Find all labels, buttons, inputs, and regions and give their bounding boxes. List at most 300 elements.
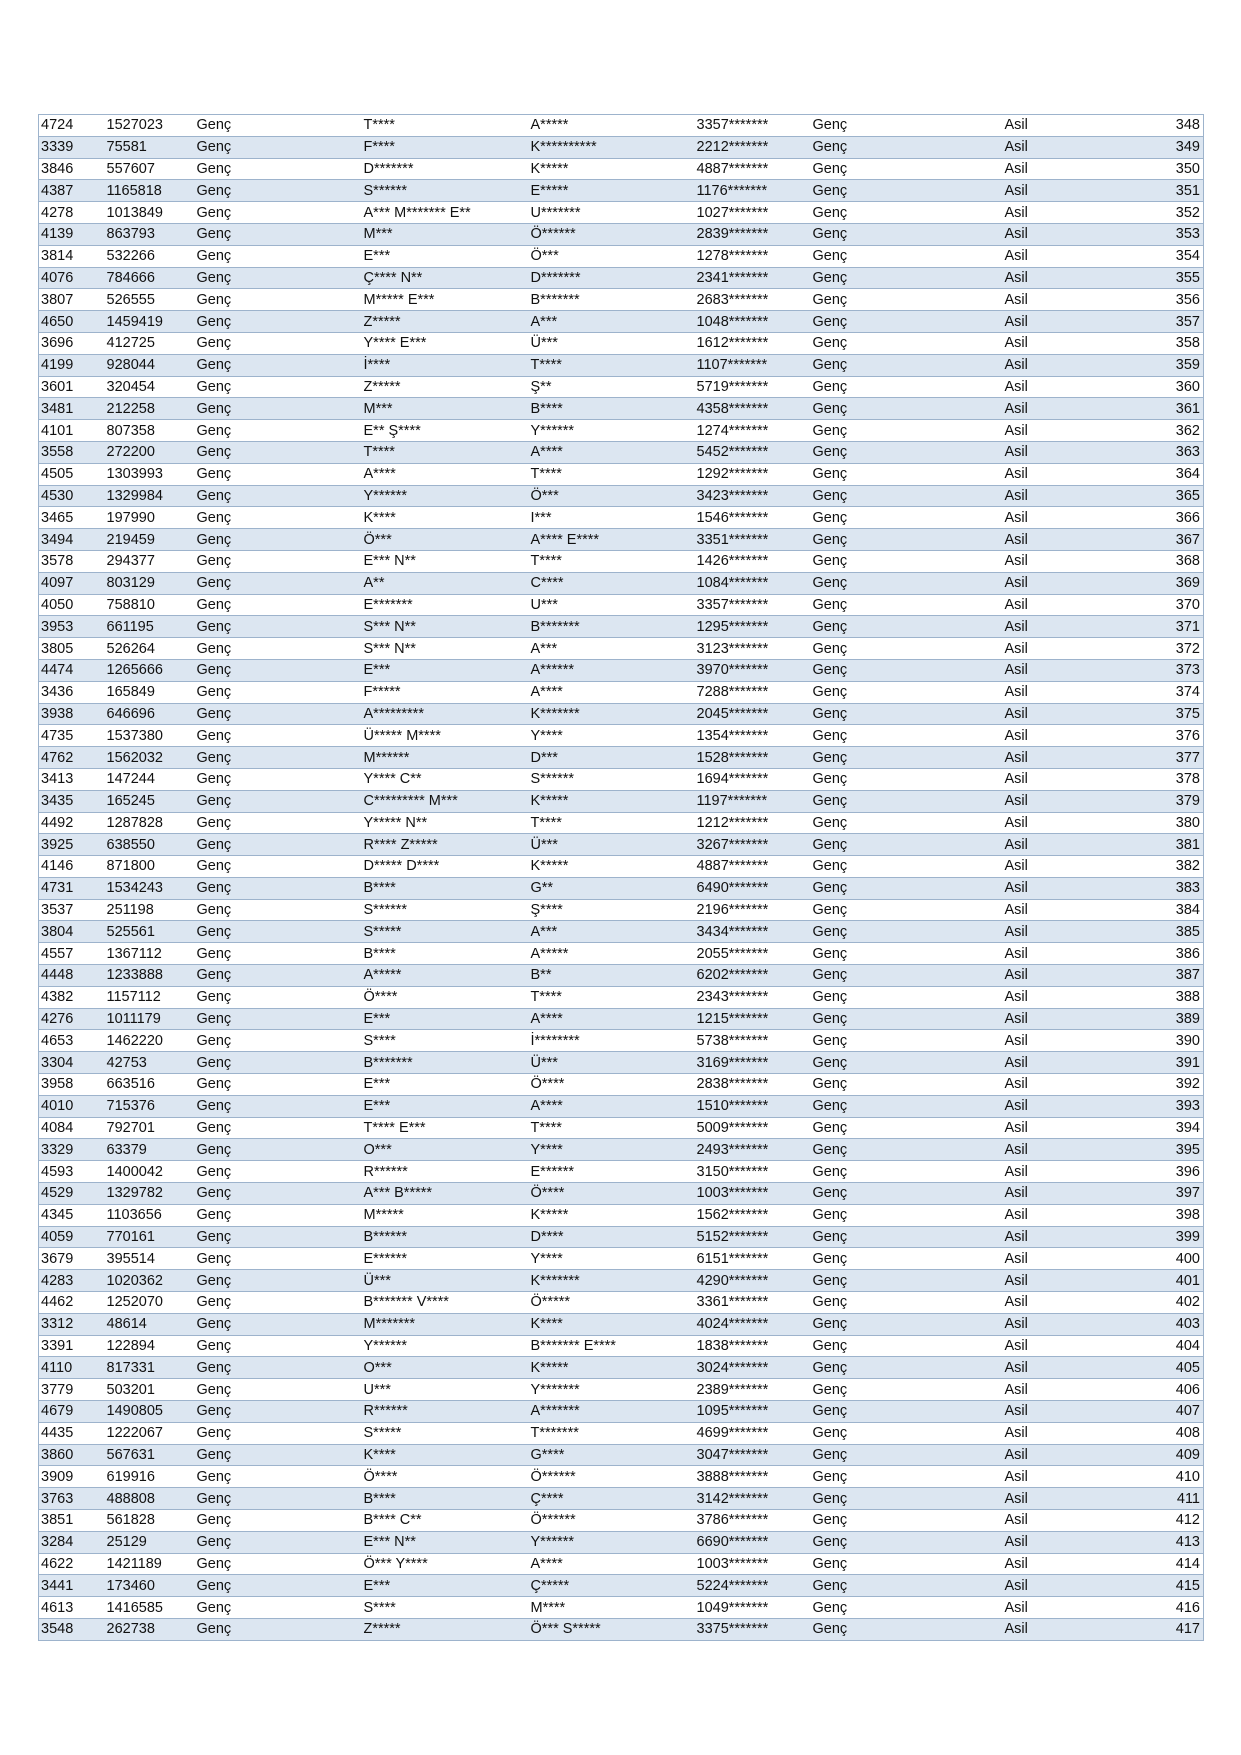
cell-kategori: Genç — [195, 572, 362, 594]
cell-durum: Asil — [1003, 790, 1159, 812]
cell-kategori: Genç — [195, 202, 362, 224]
cell-kimlik-no: 503201 — [105, 1379, 195, 1401]
cell-tc-no: 1278******* — [695, 245, 811, 267]
cell-ad: R****** — [362, 1161, 529, 1183]
cell-kimlik-no: 1400042 — [105, 1161, 195, 1183]
table-row — [39, 267, 1204, 289]
cell-grup: Genç — [811, 180, 1003, 202]
cell-sira-no: 391 — [1159, 1052, 1204, 1074]
cell-tc-no: 1095******* — [695, 1401, 811, 1423]
cell-kategori: Genç — [195, 529, 362, 551]
table-row — [39, 158, 1204, 180]
cell-kategori: Genç — [195, 899, 362, 921]
cell-durum: Asil — [1003, 529, 1159, 551]
cell-sira-no: 378 — [1159, 768, 1204, 790]
cell-ad: O*** — [362, 1357, 529, 1379]
cell-tc-no: 3024******* — [695, 1357, 811, 1379]
cell-durum: Asil — [1003, 1270, 1159, 1292]
cell-basvuru-no: 3846 — [39, 158, 105, 180]
cell-sira-no: 389 — [1159, 1008, 1204, 1030]
cell-soyad: Ö**** — [529, 1183, 695, 1205]
cell-sira-no: 379 — [1159, 790, 1204, 812]
cell-kategori: Genç — [195, 289, 362, 311]
cell-tc-no: 2045******* — [695, 703, 811, 725]
table-row — [39, 747, 1204, 769]
table-row — [39, 986, 1204, 1008]
cell-kategori: Genç — [195, 1466, 362, 1488]
cell-kategori: Genç — [195, 1248, 362, 1270]
cell-soyad: Y**** — [529, 1139, 695, 1161]
cell-soyad: Y**** — [529, 725, 695, 747]
cell-basvuru-no: 3763 — [39, 1488, 105, 1510]
cell-ad: E*** — [362, 1095, 529, 1117]
cell-sira-no: 366 — [1159, 507, 1204, 529]
cell-durum: Asil — [1003, 1248, 1159, 1270]
cell-kategori: Genç — [195, 1270, 362, 1292]
cell-kimlik-no: 1534243 — [105, 877, 195, 899]
cell-kategori: Genç — [195, 245, 362, 267]
cell-basvuru-no: 4735 — [39, 725, 105, 747]
cell-grup: Genç — [811, 1095, 1003, 1117]
cell-basvuru-no: 4084 — [39, 1117, 105, 1139]
cell-tc-no: 1003******* — [695, 1183, 811, 1205]
cell-tc-no: 6490******* — [695, 877, 811, 899]
cell-soyad: A**** — [529, 1553, 695, 1575]
cell-durum: Asil — [1003, 245, 1159, 267]
cell-kategori: Genç — [195, 332, 362, 354]
table-row — [39, 1139, 1204, 1161]
cell-kimlik-no: 42753 — [105, 1052, 195, 1074]
table-row — [39, 965, 1204, 987]
table-row — [39, 463, 1204, 485]
table-row — [39, 529, 1204, 551]
cell-basvuru-no: 4653 — [39, 1030, 105, 1052]
cell-kategori: Genç — [195, 1357, 362, 1379]
cell-tc-no: 1084******* — [695, 572, 811, 594]
cell-durum: Asil — [1003, 332, 1159, 354]
cell-soyad: K***** — [529, 790, 695, 812]
table-row — [39, 1313, 1204, 1335]
cell-soyad: T**** — [529, 1117, 695, 1139]
table-row — [39, 572, 1204, 594]
cell-durum: Asil — [1003, 681, 1159, 703]
table-row — [39, 1379, 1204, 1401]
cell-sira-no: 368 — [1159, 550, 1204, 572]
cell-durum: Asil — [1003, 1095, 1159, 1117]
cell-grup: Genç — [811, 986, 1003, 1008]
cell-durum: Asil — [1003, 1161, 1159, 1183]
cell-ad: U*** — [362, 1379, 529, 1401]
cell-kimlik-no: 770161 — [105, 1226, 195, 1248]
cell-durum: Asil — [1003, 136, 1159, 158]
cell-tc-no: 2493******* — [695, 1139, 811, 1161]
cell-grup: Genç — [811, 965, 1003, 987]
cell-sira-no: 385 — [1159, 921, 1204, 943]
cell-basvuru-no: 4097 — [39, 572, 105, 594]
cell-durum: Asil — [1003, 115, 1159, 137]
cell-basvuru-no: 4492 — [39, 812, 105, 834]
table-row — [39, 899, 1204, 921]
cell-soyad: T**** — [529, 550, 695, 572]
cell-kategori: Genç — [195, 1139, 362, 1161]
cell-sira-no: 403 — [1159, 1313, 1204, 1335]
table-row — [39, 1335, 1204, 1357]
cell-durum: Asil — [1003, 1510, 1159, 1532]
cell-basvuru-no: 3312 — [39, 1313, 105, 1335]
cell-ad: S*** N** — [362, 638, 529, 660]
table-row — [39, 1248, 1204, 1270]
cell-durum: Asil — [1003, 572, 1159, 594]
cell-sira-no: 361 — [1159, 398, 1204, 420]
cell-durum: Asil — [1003, 877, 1159, 899]
cell-kimlik-no: 1459419 — [105, 311, 195, 333]
cell-basvuru-no: 4679 — [39, 1401, 105, 1423]
cell-grup: Genç — [811, 1553, 1003, 1575]
cell-tc-no: 1292******* — [695, 463, 811, 485]
cell-sira-no: 399 — [1159, 1226, 1204, 1248]
cell-grup: Genç — [811, 1444, 1003, 1466]
cell-basvuru-no: 3909 — [39, 1466, 105, 1488]
cell-soyad: A*** — [529, 638, 695, 660]
cell-sira-no: 365 — [1159, 485, 1204, 507]
table-row — [39, 812, 1204, 834]
cell-basvuru-no: 3851 — [39, 1510, 105, 1532]
cell-kategori: Genç — [195, 1618, 362, 1640]
cell-ad: Y****** — [362, 485, 529, 507]
cell-grup: Genç — [811, 594, 1003, 616]
cell-grup: Genç — [811, 485, 1003, 507]
cell-soyad: Ö****** — [529, 223, 695, 245]
cell-ad: Ü***** M**** — [362, 725, 529, 747]
cell-sira-no: 381 — [1159, 834, 1204, 856]
cell-sira-no: 409 — [1159, 1444, 1204, 1466]
cell-soyad: K******* — [529, 1270, 695, 1292]
cell-kategori: Genç — [195, 790, 362, 812]
cell-tc-no: 1027******* — [695, 202, 811, 224]
cell-ad: S****** — [362, 180, 529, 202]
cell-sira-no: 357 — [1159, 311, 1204, 333]
cell-kategori: Genç — [195, 921, 362, 943]
cell-basvuru-no: 4059 — [39, 1226, 105, 1248]
cell-durum: Asil — [1003, 594, 1159, 616]
cell-grup: Genç — [811, 289, 1003, 311]
cell-tc-no: 3361******* — [695, 1292, 811, 1314]
cell-sira-no: 395 — [1159, 1139, 1204, 1161]
cell-durum: Asil — [1003, 834, 1159, 856]
results-table — [38, 114, 1204, 1641]
cell-basvuru-no: 3465 — [39, 507, 105, 529]
cell-basvuru-no: 4139 — [39, 223, 105, 245]
table-row — [39, 245, 1204, 267]
cell-kimlik-no: 803129 — [105, 572, 195, 594]
cell-kimlik-no: 784666 — [105, 267, 195, 289]
cell-tc-no: 1562******* — [695, 1204, 811, 1226]
cell-soyad: C**** — [529, 572, 695, 594]
cell-kategori: Genç — [195, 1401, 362, 1423]
cell-kategori: Genç — [195, 638, 362, 660]
cell-kimlik-no: 1157112 — [105, 986, 195, 1008]
cell-soyad: A**** — [529, 681, 695, 703]
cell-grup: Genç — [811, 311, 1003, 333]
cell-basvuru-no: 4199 — [39, 354, 105, 376]
cell-kategori: Genç — [195, 1531, 362, 1553]
cell-tc-no: 4024******* — [695, 1313, 811, 1335]
table-row — [39, 354, 1204, 376]
cell-grup: Genç — [811, 681, 1003, 703]
cell-ad: A*** M******* E** — [362, 202, 529, 224]
cell-basvuru-no: 3436 — [39, 681, 105, 703]
cell-ad: Z***** — [362, 311, 529, 333]
cell-soyad: İ******** — [529, 1030, 695, 1052]
cell-basvuru-no: 4283 — [39, 1270, 105, 1292]
cell-kimlik-no: 663516 — [105, 1074, 195, 1096]
cell-ad: A********* — [362, 703, 529, 725]
cell-tc-no: 1215******* — [695, 1008, 811, 1030]
cell-grup: Genç — [811, 572, 1003, 594]
table-row — [39, 1401, 1204, 1423]
cell-durum: Asil — [1003, 354, 1159, 376]
cell-kategori: Genç — [195, 1379, 362, 1401]
cell-tc-no: 2055******* — [695, 943, 811, 965]
cell-ad: B**** — [362, 1488, 529, 1510]
cell-basvuru-no: 3413 — [39, 768, 105, 790]
cell-durum: Asil — [1003, 768, 1159, 790]
cell-basvuru-no: 3953 — [39, 616, 105, 638]
cell-sira-no: 360 — [1159, 376, 1204, 398]
cell-sira-no: 411 — [1159, 1488, 1204, 1510]
cell-kimlik-no: 1537380 — [105, 725, 195, 747]
cell-kategori: Genç — [195, 1204, 362, 1226]
cell-sira-no: 358 — [1159, 332, 1204, 354]
cell-basvuru-no: 4613 — [39, 1597, 105, 1619]
cell-durum: Asil — [1003, 921, 1159, 943]
cell-soyad: U*** — [529, 594, 695, 616]
cell-basvuru-no: 4076 — [39, 267, 105, 289]
cell-kategori: Genç — [195, 768, 362, 790]
cell-sira-no: 355 — [1159, 267, 1204, 289]
cell-soyad: G** — [529, 877, 695, 899]
cell-sira-no: 370 — [1159, 594, 1204, 616]
cell-basvuru-no: 4146 — [39, 856, 105, 878]
cell-durum: Asil — [1003, 638, 1159, 660]
cell-kimlik-no: 212258 — [105, 398, 195, 420]
cell-ad: E******* — [362, 594, 529, 616]
cell-soyad: Y**** — [529, 1248, 695, 1270]
table-row — [39, 1008, 1204, 1030]
cell-ad: F***** — [362, 681, 529, 703]
cell-durum: Asil — [1003, 398, 1159, 420]
cell-kategori: Genç — [195, 1335, 362, 1357]
table-row — [39, 681, 1204, 703]
cell-kategori: Genç — [195, 115, 362, 137]
cell-kimlik-no: 219459 — [105, 529, 195, 551]
cell-kimlik-no: 1527023 — [105, 115, 195, 137]
cell-kimlik-no: 1165818 — [105, 180, 195, 202]
cell-grup: Genç — [811, 158, 1003, 180]
cell-ad: R****** — [362, 1401, 529, 1423]
cell-kimlik-no: 646696 — [105, 703, 195, 725]
cell-soyad: A*** — [529, 921, 695, 943]
cell-grup: Genç — [811, 1052, 1003, 1074]
cell-ad: A**** — [362, 463, 529, 485]
cell-sira-no: 382 — [1159, 856, 1204, 878]
cell-kimlik-no: 807358 — [105, 420, 195, 442]
cell-durum: Asil — [1003, 420, 1159, 442]
cell-sira-no: 371 — [1159, 616, 1204, 638]
cell-grup: Genç — [811, 223, 1003, 245]
cell-sira-no: 406 — [1159, 1379, 1204, 1401]
cell-sira-no: 414 — [1159, 1553, 1204, 1575]
cell-durum: Asil — [1003, 550, 1159, 572]
cell-ad: Ö**** — [362, 986, 529, 1008]
cell-sira-no: 404 — [1159, 1335, 1204, 1357]
cell-kategori: Genç — [195, 1117, 362, 1139]
cell-soyad: Ş** — [529, 376, 695, 398]
table-row — [39, 943, 1204, 965]
cell-durum: Asil — [1003, 1575, 1159, 1597]
cell-grup: Genç — [811, 463, 1003, 485]
cell-kimlik-no: 294377 — [105, 550, 195, 572]
cell-tc-no: 1197******* — [695, 790, 811, 812]
cell-kategori: Genç — [195, 1074, 362, 1096]
cell-grup: Genç — [811, 790, 1003, 812]
cell-tc-no: 1510******* — [695, 1095, 811, 1117]
cell-grup: Genç — [811, 1270, 1003, 1292]
cell-tc-no: 3142******* — [695, 1488, 811, 1510]
cell-grup: Genç — [811, 202, 1003, 224]
cell-durum: Asil — [1003, 986, 1159, 1008]
cell-kategori: Genç — [195, 659, 362, 681]
cell-kimlik-no: 1233888 — [105, 965, 195, 987]
cell-tc-no: 1546******* — [695, 507, 811, 529]
cell-ad: M***** — [362, 1204, 529, 1226]
cell-sira-no: 377 — [1159, 747, 1204, 769]
cell-soyad: U******* — [529, 202, 695, 224]
table-row — [39, 1074, 1204, 1096]
cell-kimlik-no: 262738 — [105, 1618, 195, 1640]
cell-soyad: A**** E**** — [529, 529, 695, 551]
cell-tc-no: 5009******* — [695, 1117, 811, 1139]
cell-ad: Ö*** — [362, 529, 529, 551]
cell-tc-no: 6151******* — [695, 1248, 811, 1270]
table-row — [39, 856, 1204, 878]
cell-sira-no: 373 — [1159, 659, 1204, 681]
cell-basvuru-no: 3805 — [39, 638, 105, 660]
cell-kimlik-no: 817331 — [105, 1357, 195, 1379]
cell-basvuru-no: 4448 — [39, 965, 105, 987]
cell-soyad: Ö*** — [529, 485, 695, 507]
table-row — [39, 616, 1204, 638]
cell-grup: Genç — [811, 1313, 1003, 1335]
cell-ad: M*** — [362, 398, 529, 420]
cell-kategori: Genç — [195, 1575, 362, 1597]
cell-kategori: Genç — [195, 1444, 362, 1466]
cell-durum: Asil — [1003, 1292, 1159, 1314]
cell-soyad: Y****** — [529, 420, 695, 442]
cell-kategori: Genç — [195, 747, 362, 769]
cell-basvuru-no: 3578 — [39, 550, 105, 572]
table-row — [39, 376, 1204, 398]
cell-ad: S**** — [362, 1597, 529, 1619]
cell-grup: Genç — [811, 354, 1003, 376]
table-row — [39, 289, 1204, 311]
cell-soyad: Ü*** — [529, 834, 695, 856]
cell-basvuru-no: 4276 — [39, 1008, 105, 1030]
cell-grup: Genç — [811, 1575, 1003, 1597]
cell-durum: Asil — [1003, 1444, 1159, 1466]
cell-grup: Genç — [811, 441, 1003, 463]
cell-durum: Asil — [1003, 1488, 1159, 1510]
table-row — [39, 398, 1204, 420]
cell-kategori: Genç — [195, 681, 362, 703]
cell-grup: Genç — [811, 1183, 1003, 1205]
cell-durum: Asil — [1003, 1553, 1159, 1575]
cell-soyad: A****** — [529, 659, 695, 681]
cell-grup: Genç — [811, 550, 1003, 572]
cell-basvuru-no: 3958 — [39, 1074, 105, 1096]
cell-grup: Genç — [811, 1074, 1003, 1096]
cell-grup: Genç — [811, 616, 1003, 638]
cell-soyad: A***** — [529, 115, 695, 137]
cell-basvuru-no: 4505 — [39, 463, 105, 485]
cell-kategori: Genç — [195, 463, 362, 485]
cell-kimlik-no: 412725 — [105, 332, 195, 354]
table-row — [39, 1204, 1204, 1226]
cell-soyad: K***** — [529, 1357, 695, 1379]
cell-durum: Asil — [1003, 965, 1159, 987]
cell-sira-no: 410 — [1159, 1466, 1204, 1488]
cell-tc-no: 1003******* — [695, 1553, 811, 1575]
table-row — [39, 1575, 1204, 1597]
cell-grup: Genç — [811, 659, 1003, 681]
table-row — [39, 180, 1204, 202]
table-row — [39, 1597, 1204, 1619]
cell-durum: Asil — [1003, 1008, 1159, 1030]
cell-kategori: Genç — [195, 1183, 362, 1205]
cell-ad: E*** — [362, 659, 529, 681]
cell-basvuru-no: 3494 — [39, 529, 105, 551]
cell-soyad: T**** — [529, 986, 695, 1008]
cell-basvuru-no: 3441 — [39, 1575, 105, 1597]
cell-tc-no: 5738******* — [695, 1030, 811, 1052]
cell-ad: T**** — [362, 441, 529, 463]
cell-durum: Asil — [1003, 616, 1159, 638]
cell-kategori: Genç — [195, 877, 362, 899]
cell-kimlik-no: 272200 — [105, 441, 195, 463]
cell-kimlik-no: 567631 — [105, 1444, 195, 1466]
cell-tc-no: 3423******* — [695, 485, 811, 507]
cell-tc-no: 2343******* — [695, 986, 811, 1008]
cell-basvuru-no: 4622 — [39, 1553, 105, 1575]
cell-ad: Ö*** Y**** — [362, 1553, 529, 1575]
cell-sira-no: 367 — [1159, 529, 1204, 551]
cell-grup: Genç — [811, 376, 1003, 398]
cell-kimlik-no: 165849 — [105, 681, 195, 703]
cell-sira-no: 400 — [1159, 1248, 1204, 1270]
cell-grup: Genç — [811, 529, 1003, 551]
cell-tc-no: 2196******* — [695, 899, 811, 921]
cell-durum: Asil — [1003, 1226, 1159, 1248]
cell-soyad: G**** — [529, 1444, 695, 1466]
cell-grup: Genç — [811, 943, 1003, 965]
cell-ad: S**** — [362, 1030, 529, 1052]
cell-ad: B******* — [362, 1052, 529, 1074]
cell-soyad: A**** — [529, 441, 695, 463]
cell-durum: Asil — [1003, 1335, 1159, 1357]
cell-durum: Asil — [1003, 1074, 1159, 1096]
table-row — [39, 1030, 1204, 1052]
cell-sira-no: 415 — [1159, 1575, 1204, 1597]
